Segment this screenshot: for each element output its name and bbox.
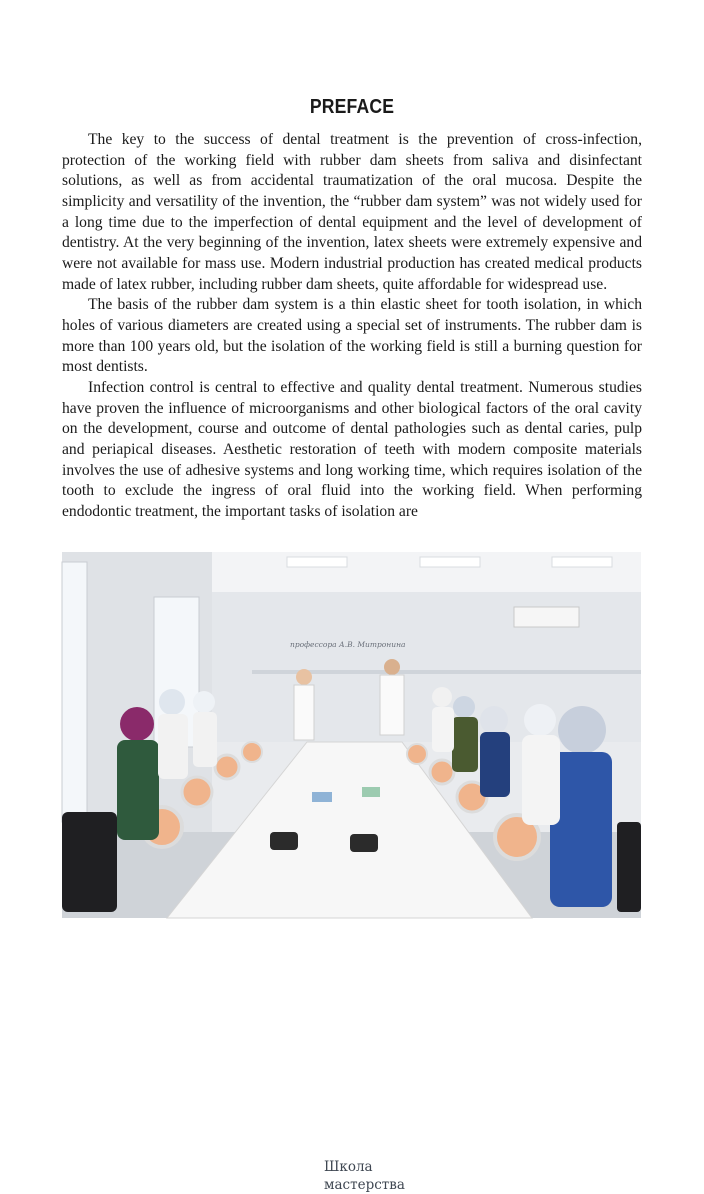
student-cap-7 <box>453 696 475 718</box>
student-body-5 <box>522 735 560 825</box>
phantom-head-4 <box>242 742 262 762</box>
student-body-2 <box>158 714 188 779</box>
classroom-photo-drawing <box>62 552 641 918</box>
air-conditioner <box>514 607 579 627</box>
window-left-1 <box>62 562 87 822</box>
table-case-1 <box>270 832 298 850</box>
ceiling-light-3 <box>552 557 612 567</box>
wall-sign <box>324 1158 444 1194</box>
student-body-8 <box>432 707 454 752</box>
wall-sign-line-2: мастерства <box>324 1177 405 1193</box>
chair-right <box>617 822 641 912</box>
instructor-head-1 <box>296 669 312 685</box>
student-cap-5 <box>524 704 556 736</box>
classroom-photo <box>62 552 641 1193</box>
instructor-coat-1 <box>294 685 314 740</box>
student-body-6 <box>480 732 510 797</box>
phantom-head-2 <box>182 777 212 807</box>
instructor-coat-2 <box>380 675 404 735</box>
student-body-1 <box>117 740 159 840</box>
table-item-2 <box>362 787 380 797</box>
phantom-head-8 <box>407 744 427 764</box>
body-text <box>62 130 642 522</box>
page-title: PREFACE <box>309 96 395 118</box>
paragraph-3: Infection control is central to effective and quality dental treatment. Numerous studies have proven the influence of microorganisms and other biological factors of the oral cavity on the development, course and outcome of dental pathologies such as dental caries, pulp and periapical diseases. Aesthetic restoration of teeth with modern composite materials involves the use of adhesive systems and long working time, which requires isolation of the tooth to exclude the ingress of oral fluid into the working field. When performing endodontic treatment, the important tasks of isolation are <box>62 378 642 520</box>
paragraph-2: The basis of the rubber dam system is a thin elastic sheet for tooth isolation, in which holes of various diameters are created using a special set of instruments. The rubber dam is more than 100 years old, but the isolation of the working field is still a burning question for most dentists. <box>62 296 642 376</box>
student-cap-8 <box>432 687 452 707</box>
phantom-head-7 <box>430 760 454 784</box>
chair-left <box>62 812 117 912</box>
ceiling-light-1 <box>287 557 347 567</box>
student-cap-2 <box>159 689 185 715</box>
paragraph-1: The key to the success of dental treatment is the prevention of cross-infection, protection of the working field with rubber dam sheets from saliva and disinfectant solutions, as well as from accidental traumatization of the oral mucosa. Despite the simplicity and versatility of the invention, the “rubber dam system” was not widely used for a long time due to the imperfection of dental equipment and the level of development of dentistry. At the very beginning of the invention, latex sheets were extremely expensive and were not available for mass use. Modern industrial production has created medical products made of latex rubber, including rubber dam sheets, quite affordable for widespread use. <box>62 131 642 293</box>
table-item-1 <box>312 792 332 802</box>
instructor-head-2 <box>384 659 400 675</box>
student-cap-4 <box>558 706 606 754</box>
phantom-head-3 <box>215 755 239 779</box>
student-cap-1 <box>120 707 154 741</box>
table-case-2 <box>350 834 378 852</box>
wall-sign-line-1: Школа <box>324 1159 373 1175</box>
ceiling-light-2 <box>420 557 480 567</box>
wall-sign-subtitle: профессора А.В. Митронина <box>290 640 406 649</box>
student-cap-6 <box>480 706 508 734</box>
student-body-7 <box>452 717 478 772</box>
student-body-3 <box>193 712 217 767</box>
student-cap-3 <box>193 691 215 713</box>
